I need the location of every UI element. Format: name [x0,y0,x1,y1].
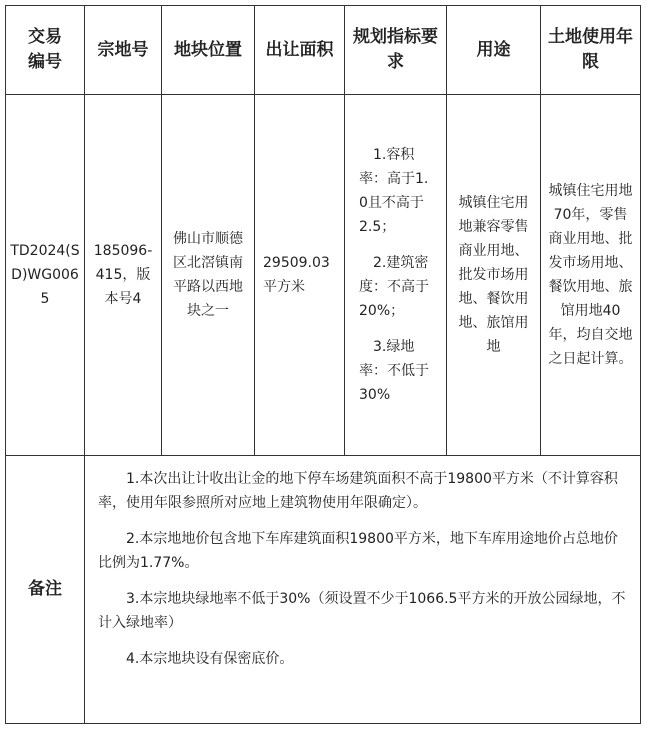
remark-item: 2.本宗地地价包含地下车库建筑面积19800平方米，地下车库用途地价占总地价比例为1.77%。 [98,531,618,571]
planning-item-far: 1.容积率：高于1.0且不高于2.5； [359,147,429,235]
remarks-content [85,455,641,724]
header-planning [345,6,446,94]
header-parcel-no-text: 宗地号 [97,39,149,60]
land-transfer-table [5,5,641,724]
header-trade-no [6,6,84,94]
area-value: 29509.03平方米 [263,255,330,295]
planning-list [359,143,434,407]
cell-trade-no [6,95,84,455]
use-value: 城镇住宅用地兼容零售商业用地、批发市场用地、餐饮用地、旅馆用地 [458,195,529,355]
header-parcel-no [85,6,161,94]
remarks-label-cell [6,456,84,723]
cell-planning [345,95,446,455]
header-use [447,6,540,94]
remark-item: 3.本宗地块绿地率不低于30%（须设置不少于1066.5平方米的开放公园绿地，不计入绿地率） [98,591,626,631]
cell-location [162,95,254,455]
remark-item: 4.本宗地块设有保密底价。 [126,651,294,667]
term-value: 城镇住宅用地70年，零售商业用地、批发市场用地、餐饮用地、旅馆用地40年，均自交地之日起计算。 [548,183,633,367]
planning-item-density: 2.建筑密度：不高于20%； [359,255,429,319]
header-trade-no-text: 交易编号 [28,27,62,72]
header-area [255,6,344,94]
header-term [541,6,640,94]
location-value: 佛山市顺德区北滘镇南平路以西地块之一 [173,231,243,319]
header-term-text: 土地使用年限 [548,27,633,72]
header-use-text: 用途 [476,39,511,60]
header-location-text: 地块位置 [174,39,242,60]
remark-item: 1.本次出让计收出让金的地下停车场建筑面积不高于19800平方米（不计算容积率，使用年限参照所对应地上建筑物使用年限确定）。 [98,471,618,511]
remarks-label: 备注 [28,579,62,599]
trade-no-value: TD2024(SD)WG0065 [10,243,80,307]
header-area-text: 出让面积 [265,39,334,60]
cell-use [447,95,540,455]
planning-item-green: 3.绿地率：不低于30% [359,339,429,403]
header-location [162,6,254,94]
header-planning-text: 规划指标要求 [353,27,438,72]
cell-area [255,95,344,455]
cell-term [541,95,640,455]
cell-parcel-no [85,95,161,455]
parcel-no-value: 185096-415，版本号4 [93,243,153,307]
